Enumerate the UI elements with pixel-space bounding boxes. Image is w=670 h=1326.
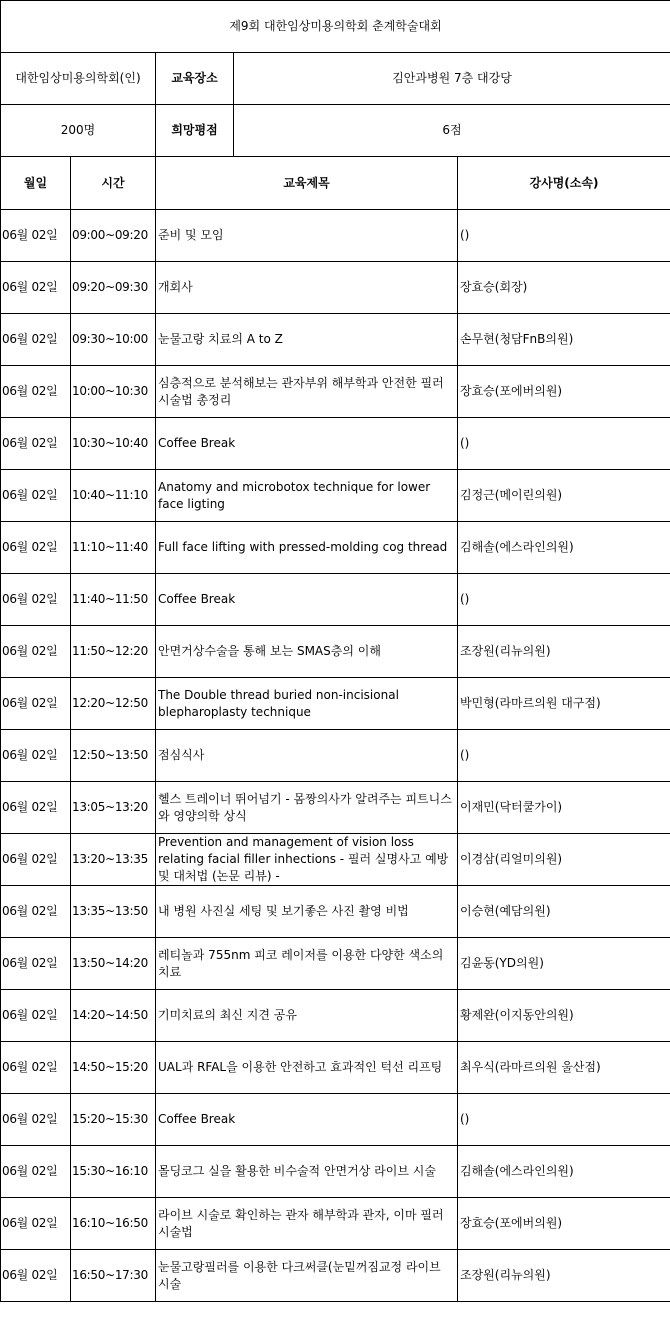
cell-date: 06월 02일 — [1, 314, 71, 366]
cell-date: 06월 02일 — [1, 1250, 71, 1302]
cell-subject: The Double thread buried non-incisional blepharoplasty technique — [156, 678, 458, 730]
cell-date: 06월 02일 — [1, 262, 71, 314]
cell-subject: 기미치료의 최신 지견 공유 — [156, 990, 458, 1042]
cell-speaker: () — [458, 730, 670, 782]
cell-speaker: () — [458, 418, 670, 470]
cell-speaker: 장효승(포에버의원) — [458, 366, 670, 418]
table-row — [1, 886, 670, 938]
cell-time: 09:30~10:00 — [71, 314, 156, 366]
cell-subject: 몰딩코그 실을 활용한 비수술적 안면거상 라이브 시술 — [156, 1146, 458, 1198]
cell-time: 16:10~16:50 — [71, 1198, 156, 1250]
table-row — [1, 314, 670, 366]
cell-date: 06월 02일 — [1, 366, 71, 418]
cell-time: 13:20~13:35 — [71, 834, 156, 886]
cell-date: 06월 02일 — [1, 990, 71, 1042]
cell-subject: 헬스 트레이너 뛰어넘기 - 몸짱의사가 알려주는 피트니스와 영양의학 상식 — [156, 782, 458, 834]
table-row — [1, 574, 670, 626]
table-row — [1, 522, 670, 574]
capacity-value: 200명 — [1, 105, 156, 157]
cell-subject: 눈물고랑 치료의 A to Z — [156, 314, 458, 366]
cell-date: 06월 02일 — [1, 210, 71, 262]
cell-time: 11:10~11:40 — [71, 522, 156, 574]
cell-date: 06월 02일 — [1, 834, 71, 886]
organization: 대한임상미용의학회(인) — [1, 53, 156, 105]
table-row — [1, 418, 670, 470]
cell-speaker: 김윤동(YD의원) — [458, 938, 670, 990]
cell-time: 15:20~15:30 — [71, 1094, 156, 1146]
cell-subject: 라이브 시술로 확인하는 관자 해부학과 관자, 이마 필러 시술법 — [156, 1198, 458, 1250]
place-value: 김안과병원 7층 대강당 — [234, 53, 670, 105]
cell-time: 12:50~13:50 — [71, 730, 156, 782]
cell-time: 10:40~11:10 — [71, 470, 156, 522]
cell-time: 10:00~10:30 — [71, 366, 156, 418]
table-row — [1, 990, 670, 1042]
header-time: 시간 — [71, 157, 156, 210]
cell-speaker: () — [458, 210, 670, 262]
cell-speaker: 황제완(이지동안의원) — [458, 990, 670, 1042]
cell-speaker: 조장원(리뉴의원) — [458, 1250, 670, 1302]
title-row — [1, 1, 670, 53]
cell-speaker: 손무현(청담FnB의원) — [458, 314, 670, 366]
table-row — [1, 210, 670, 262]
info-row-capacity — [1, 105, 670, 157]
cell-speaker: 박민형(라마르의원 대구점) — [458, 678, 670, 730]
cell-subject: Prevention and management of vision loss relating facial filler inhections - 필러 실명사고 예방 및 대처법 (논문 리뷰) - — [156, 834, 458, 886]
table-row — [1, 470, 670, 522]
cell-speaker: () — [458, 1094, 670, 1146]
cell-subject: 내 병원 사진실 세팅 및 보기좋은 사진 촬영 비법 — [156, 886, 458, 938]
points-value: 6점 — [234, 105, 670, 157]
cell-time: 14:20~14:50 — [71, 990, 156, 1042]
cell-speaker: 이재민(닥터쿨가이) — [458, 782, 670, 834]
cell-date: 06월 02일 — [1, 730, 71, 782]
table-row — [1, 1146, 670, 1198]
table-row — [1, 626, 670, 678]
cell-date: 06월 02일 — [1, 1042, 71, 1094]
cell-subject: 레티놀과 755nm 피코 레이저를 이용한 다양한 색소의 치료 — [156, 938, 458, 990]
table-row — [1, 1198, 670, 1250]
cell-subject: 안면거상수술을 통해 보는 SMAS층의 이해 — [156, 626, 458, 678]
header-row — [1, 157, 670, 210]
cell-speaker: 조장원(리뉴의원) — [458, 626, 670, 678]
cell-subject: Full face lifting with pressed-molding cog thread — [156, 522, 458, 574]
cell-speaker: 김정근(메이린의원) — [458, 470, 670, 522]
cell-date: 06월 02일 — [1, 938, 71, 990]
table-row — [1, 1094, 670, 1146]
cell-subject: UAL과 RFAL을 이용한 안전하고 효과적인 턱선 리프팅 — [156, 1042, 458, 1094]
header-speaker: 강사명(소속) — [458, 157, 670, 210]
table-row — [1, 834, 670, 886]
cell-time: 12:20~12:50 — [71, 678, 156, 730]
cell-time: 15:30~16:10 — [71, 1146, 156, 1198]
cell-date: 06월 02일 — [1, 626, 71, 678]
cell-time: 14:50~15:20 — [71, 1042, 156, 1094]
table-row — [1, 782, 670, 834]
cell-speaker: () — [458, 574, 670, 626]
cell-subject: Coffee Break — [156, 418, 458, 470]
cell-time: 11:50~12:20 — [71, 626, 156, 678]
table-row — [1, 262, 670, 314]
table-row — [1, 730, 670, 782]
header-subject: 교육제목 — [156, 157, 458, 210]
cell-date: 06월 02일 — [1, 470, 71, 522]
page-title: 제9회 대한임상미용의학회 춘계학술대회 — [1, 1, 670, 53]
cell-subject: 준비 및 모임 — [156, 210, 458, 262]
table-row — [1, 366, 670, 418]
cell-time: 13:35~13:50 — [71, 886, 156, 938]
cell-time: 09:20~09:30 — [71, 262, 156, 314]
cell-speaker: 장효승(회장) — [458, 262, 670, 314]
cell-subject: Anatomy and microbotox technique for lower face ligting — [156, 470, 458, 522]
cell-speaker: 김해솔(에스라인의원) — [458, 522, 670, 574]
cell-date: 06월 02일 — [1, 522, 71, 574]
cell-date: 06월 02일 — [1, 782, 71, 834]
cell-time: 11:40~11:50 — [71, 574, 156, 626]
cell-date: 06월 02일 — [1, 678, 71, 730]
cell-speaker: 장효승(포에버의원) — [458, 1198, 670, 1250]
cell-time: 13:05~13:20 — [71, 782, 156, 834]
cell-date: 06월 02일 — [1, 574, 71, 626]
cell-speaker: 최우식(라마르의원 울산점) — [458, 1042, 670, 1094]
cell-date: 06월 02일 — [1, 886, 71, 938]
cell-date: 06월 02일 — [1, 1094, 71, 1146]
cell-time: 16:50~17:30 — [71, 1250, 156, 1302]
header-date: 월일 — [1, 157, 71, 210]
table-row — [1, 938, 670, 990]
table-row — [1, 1042, 670, 1094]
cell-date: 06월 02일 — [1, 1146, 71, 1198]
cell-speaker: 이경삼(리얼미의원) — [458, 834, 670, 886]
table-row — [1, 678, 670, 730]
table-row — [1, 1250, 670, 1302]
cell-subject: 눈물고랑필러를 이용한 다크써클(눈밑꺼짐교정 라이브 시술 — [156, 1250, 458, 1302]
cell-subject: Coffee Break — [156, 1094, 458, 1146]
cell-speaker: 김해솔(에스라인의원) — [458, 1146, 670, 1198]
info-row-place — [1, 53, 670, 105]
cell-subject: 심층적으로 분석해보는 관자부위 해부학과 안전한 필러 시술법 총정리 — [156, 366, 458, 418]
place-label: 교육장소 — [156, 53, 234, 105]
cell-time: 09:00~09:20 — [71, 210, 156, 262]
cell-speaker: 이승현(예담의원) — [458, 886, 670, 938]
cell-time: 13:50~14:20 — [71, 938, 156, 990]
cell-date: 06월 02일 — [1, 418, 71, 470]
cell-subject: 점심식사 — [156, 730, 458, 782]
cell-subject: Coffee Break — [156, 574, 458, 626]
cell-subject: 개회사 — [156, 262, 458, 314]
cell-date: 06월 02일 — [1, 1198, 71, 1250]
cell-time: 10:30~10:40 — [71, 418, 156, 470]
points-label: 희망평점 — [156, 105, 234, 157]
